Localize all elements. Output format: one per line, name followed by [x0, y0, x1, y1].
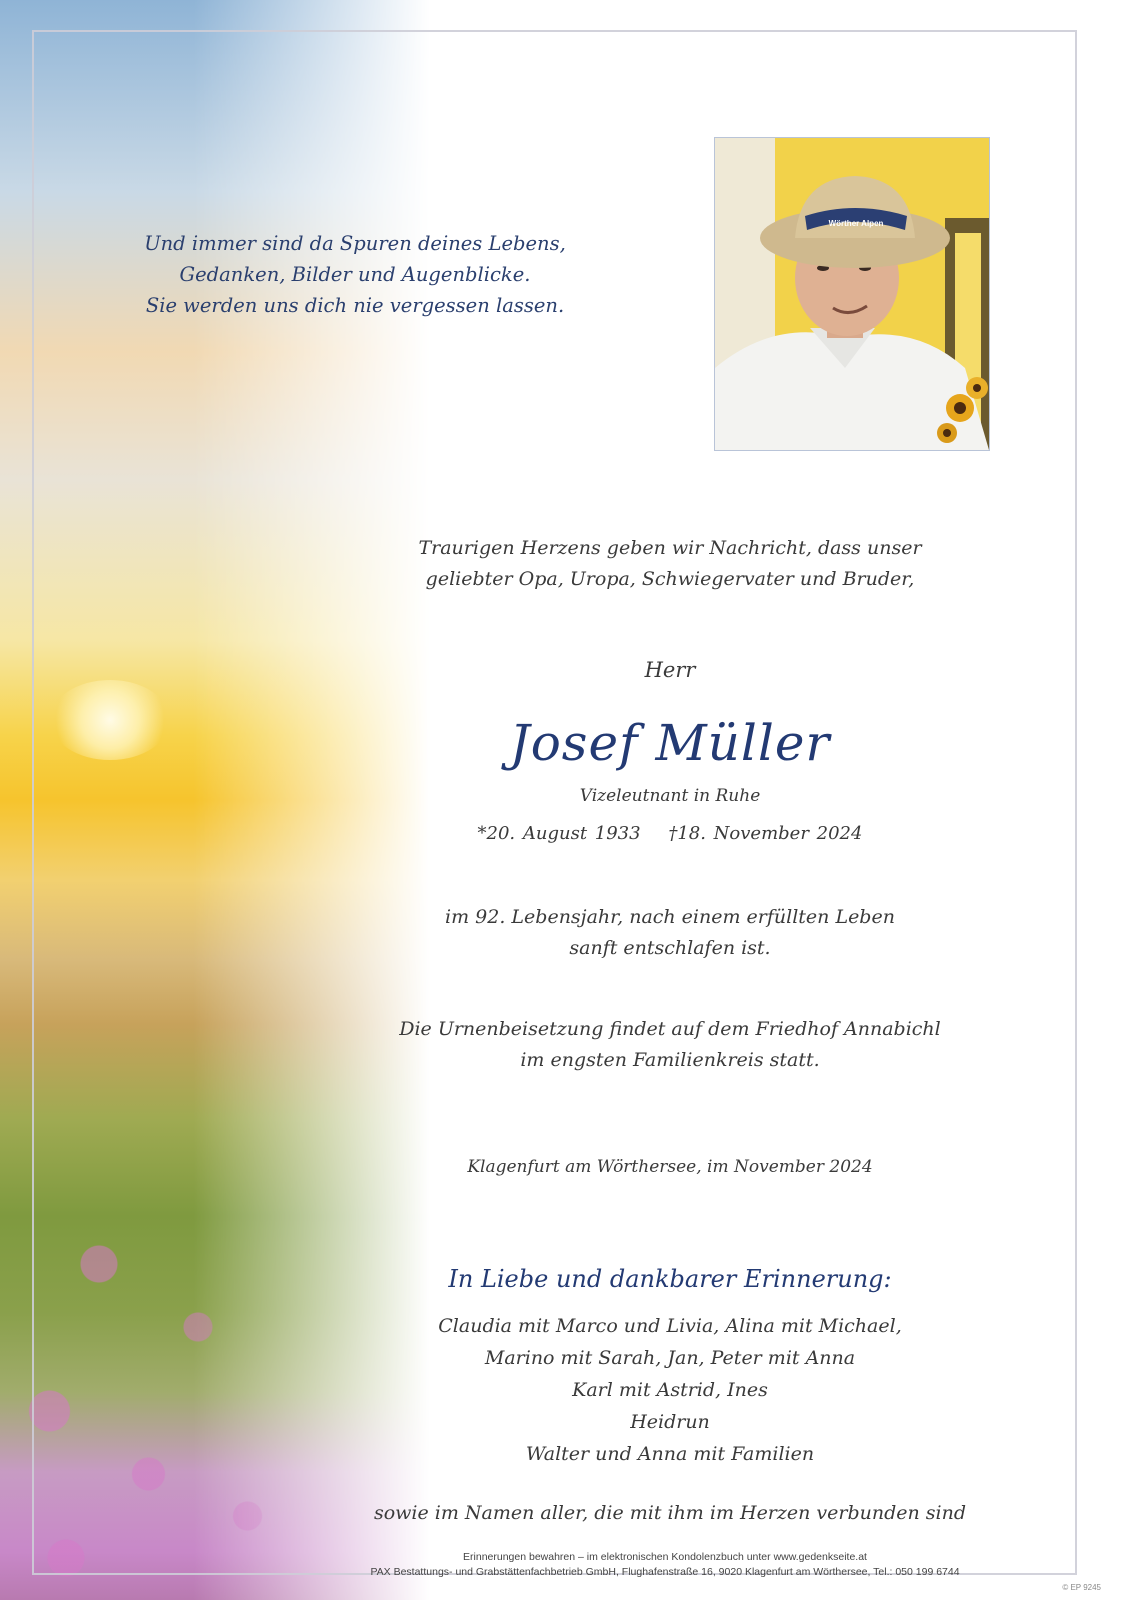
life-line: sanft entschlafen ist. [569, 937, 771, 959]
birth-date: *20. August 1933 [477, 823, 641, 844]
life-line: im 92. Lebensjahr, nach einem erfüllten Leben [445, 906, 895, 928]
mourner-line: Claudia mit Marco und Livia, Alina mit Michael, [438, 1315, 902, 1337]
memorial-verse [90, 228, 620, 321]
burial-text [340, 1014, 1000, 1076]
announcement-text [340, 533, 1000, 595]
mourners-list [340, 1310, 1000, 1470]
flower-meadow-image [0, 1180, 330, 1600]
portrait-photo [714, 137, 990, 451]
footer-condolence-line: Erinnerungen bewahren – im elektronischen Kondolenzbuch unter www.gedenkseite.at [463, 1551, 867, 1563]
sun-glow [50, 680, 170, 760]
death-date: †18. November 2024 [668, 823, 863, 844]
footer-company-line: PAX Bestattungs- und Grabstättenfachbetrieb GmbH, Flughafenstraße 16, 9020 Klagenfurt am Wörthersee, Tel.: 050 199 6744 [370, 1566, 960, 1578]
memory-heading: In Liebe und dankbarer Erinnerung: [448, 1265, 892, 1293]
mourner-line: Walter und Anna mit Familien [525, 1443, 815, 1465]
print-code: © EP 9245 [1062, 1583, 1101, 1592]
mourner-line: Heidrun [630, 1411, 710, 1433]
verse-line: Gedanken, Bilder und Augenblicke. [179, 263, 531, 286]
life-dates [340, 823, 1000, 844]
verse-line: Und immer sind da Spuren deines Lebens, [144, 232, 566, 255]
portrait-illustration [715, 138, 989, 450]
mourner-line: Karl mit Astrid, Ines [572, 1379, 768, 1401]
place-date: Klagenfurt am Wörthersee, im November 2024 [467, 1157, 873, 1177]
burial-line: im engsten Familienkreis statt. [520, 1049, 820, 1071]
footer [300, 1550, 1030, 1580]
verse-line: Sie werden uns dich nie vergessen lassen. [145, 294, 565, 317]
salutation: Herr [644, 658, 696, 682]
deceased-name: Josef Müller [509, 714, 831, 772]
hat-band-text: Wörther Alpen [828, 219, 884, 228]
mourner-line: Marino mit Sarah, Jan, Peter mit Anna [484, 1347, 856, 1369]
deceased-rank: Vizeleutnant in Ruhe [579, 786, 761, 806]
announcement-line: Traurigen Herzens geben wir Nachricht, dass unser [418, 537, 922, 559]
announcement-line: geliebter Opa, Uropa, Schwiegervater und Bruder, [425, 568, 915, 590]
burial-line: Die Urnenbeisetzung findet auf dem Friedhof Annabichl [399, 1018, 941, 1040]
behalf-text: sowie im Namen aller, die mit ihm im Herzen verbunden sind [373, 1502, 967, 1524]
life-text [340, 902, 1000, 964]
